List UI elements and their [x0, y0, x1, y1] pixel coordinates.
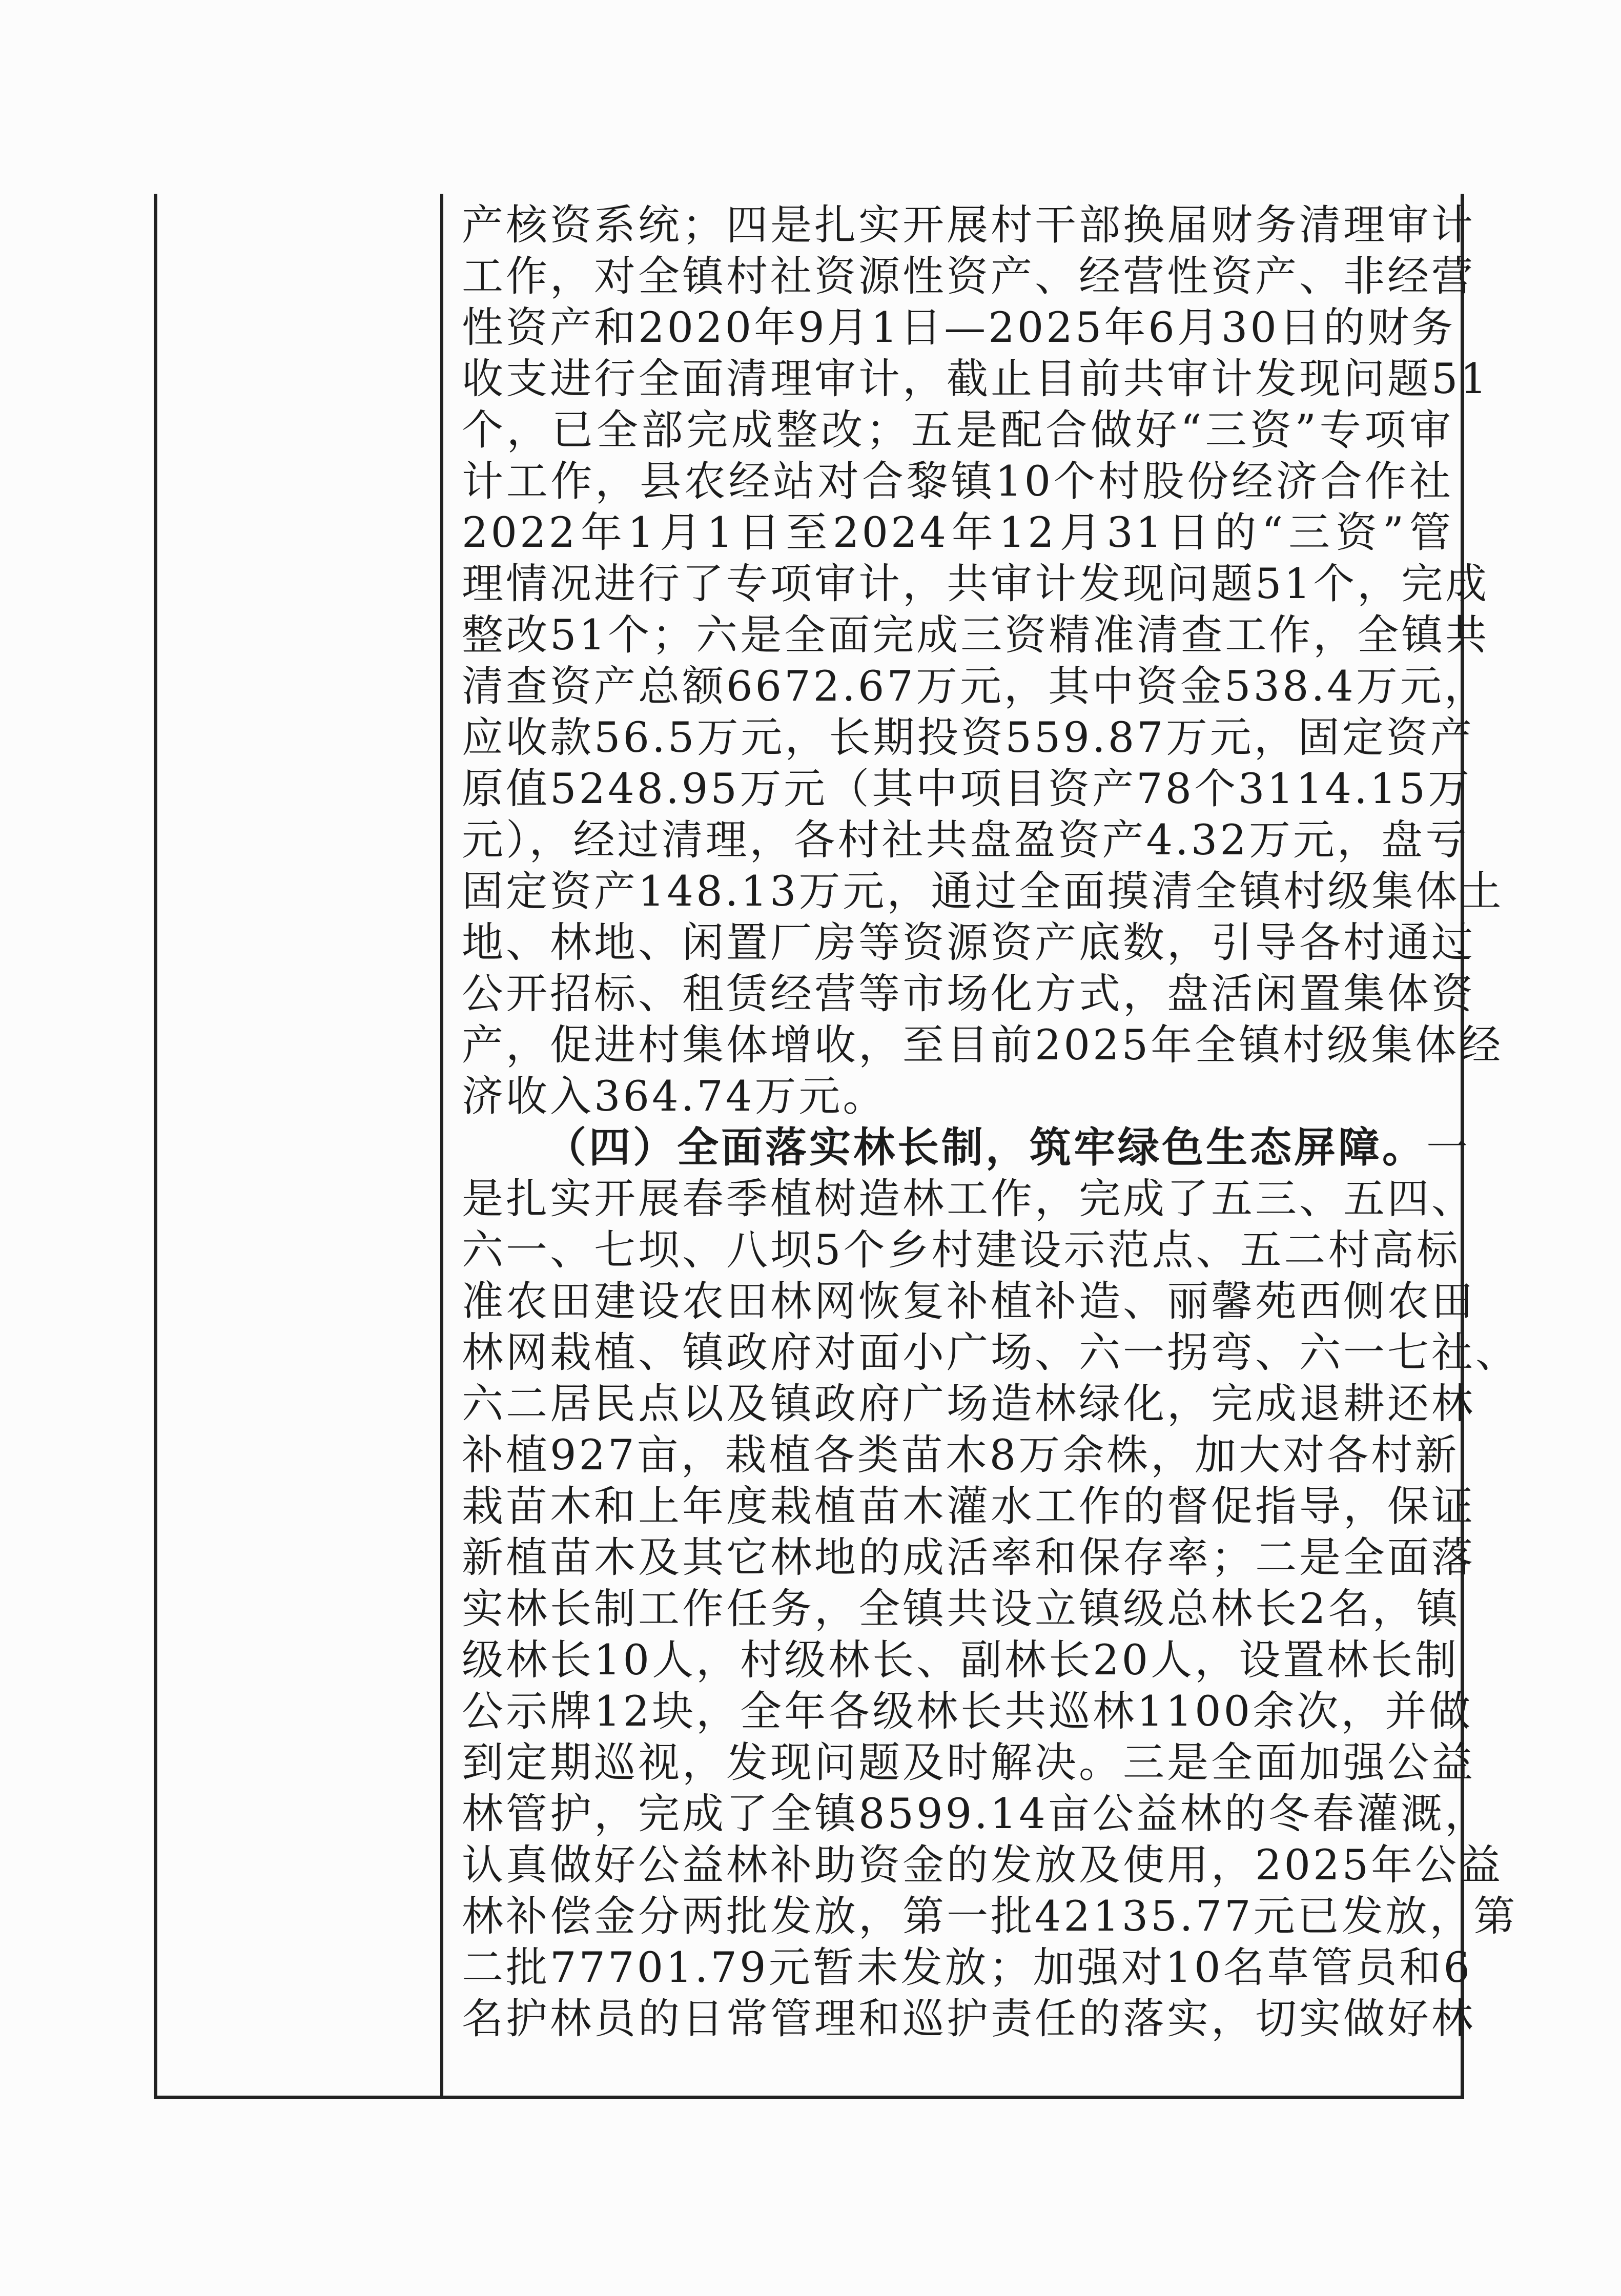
text-line: 级林长10人，村级林长、副林长20人，设置林长制 [462, 1636, 1460, 1685]
text-line: 二批77701.79元暂未发放；加强对10名草管员和6 [462, 1944, 1473, 1992]
text-line: 收支进行全面清理审计，截止目前共审计发现问题51 [462, 355, 1490, 403]
section-heading-line [462, 1122, 1471, 1174]
text-line: 六二居民点以及镇政府广场造林绿化，完成退耕还林 [462, 1380, 1476, 1428]
text-line: 补植927亩，栽植各类苗木8万余株，加大对各村新 [462, 1431, 1460, 1480]
text-line: 固定资产148.13万元，通过全面摸清全镇村级集体土 [462, 868, 1504, 916]
text-line: 到定期巡视，发现问题及时解决。三是全面加强公益 [462, 1739, 1476, 1787]
text-line: 认真做好公益林补助资金的发放及使用，2025年公益 [462, 1841, 1504, 1890]
text-line: 林网栽植、镇政府对面小广场、六一拐弯、六一七社、 [462, 1329, 1520, 1377]
text-line: 林管护，完成了全镇8599.14亩公益林的冬春灌溉， [462, 1790, 1489, 1838]
text-line: 济收入364.74万元。 [462, 1073, 887, 1121]
section-heading-tail: 一 [1426, 1124, 1471, 1172]
text-line: 公开招标、租赁经营等市场化方式，盘活闲置集体资 [462, 970, 1476, 1018]
text-line: 地、林地、闲置厂房等资源资产底数，引导各村通过 [462, 919, 1476, 967]
text-line: 清查资产总额6672.67万元，其中资金538.4万元， [462, 663, 1488, 711]
text-line: 个，已全部完成整改；五是配合做好“三资”专项审 [462, 406, 1453, 455]
body-text [462, 200, 1520, 2045]
text-line: 元），经过清理，各村社共盘盈资产4.32万元，盘亏 [462, 816, 1469, 865]
text-line: 应收款56.5万元，长期投资559.87万元，固定资产 [462, 714, 1474, 762]
text-line: 性资产和2020年9月1日—2025年6月30日的财务 [462, 304, 1455, 352]
text-line: 六一、七坝、八坝5个乡村建设示范点、五二村高标 [462, 1226, 1461, 1275]
text-line: 林补偿金分两批发放，第一批42135.77元已发放，第 [462, 1893, 1518, 1941]
text-line: 新植苗木及其它林地的成活率和保存率；二是全面落 [462, 1534, 1476, 1582]
table-frame [154, 194, 1520, 2099]
text-line: 工作，对全镇村社资源性资产、经营性资产、非经营 [462, 253, 1476, 301]
text-line: 原值5248.95万元（其中项目资产78个3114.15万 [462, 765, 1472, 813]
text-line: 计工作，县农经站对合黎镇10个村股份经济合作社 [462, 458, 1453, 506]
text-line: 是扎实开展春季植树造林工作，完成了五三、五四、 [462, 1175, 1476, 1223]
text-line: 公示牌12块，全年各级林长共巡林1100余次，并做 [462, 1688, 1473, 1736]
text-line: 2022年1月1日至2024年12月31日的“三资”管 [462, 509, 1453, 557]
text-line: 名护林员的日常管理和巡护责任的落实，切实做好林 [462, 1995, 1476, 2043]
text-line: 产核资系统；四是扎实开展村干部换届财务清理审计 [462, 201, 1476, 250]
section-heading: （四）全面落实林长制，筑牢绿色生态屏障。 [545, 1123, 1427, 1172]
text-line: 实林长制工作任务，全镇共设立镇级总林长2名，镇 [462, 1585, 1461, 1633]
text-line: 栽苗木和上年度栽植苗木灌水工作的督促指导，保证 [462, 1483, 1476, 1531]
text-line: 产，促进村集体增收，至目前2025年全镇村级集体经 [462, 1021, 1504, 1070]
text-line: 准农田建设农田林网恢复补植补造、丽馨苑西侧农田 [462, 1278, 1476, 1326]
text-line: 整改51个；六是全面完成三资精准清查工作，全镇共 [462, 611, 1490, 660]
text-line: 理情况进行了专项审计，共审计发现问题51个，完成 [462, 560, 1490, 608]
table-right-cell [443, 194, 1520, 2096]
table-left-cell [157, 194, 443, 2096]
